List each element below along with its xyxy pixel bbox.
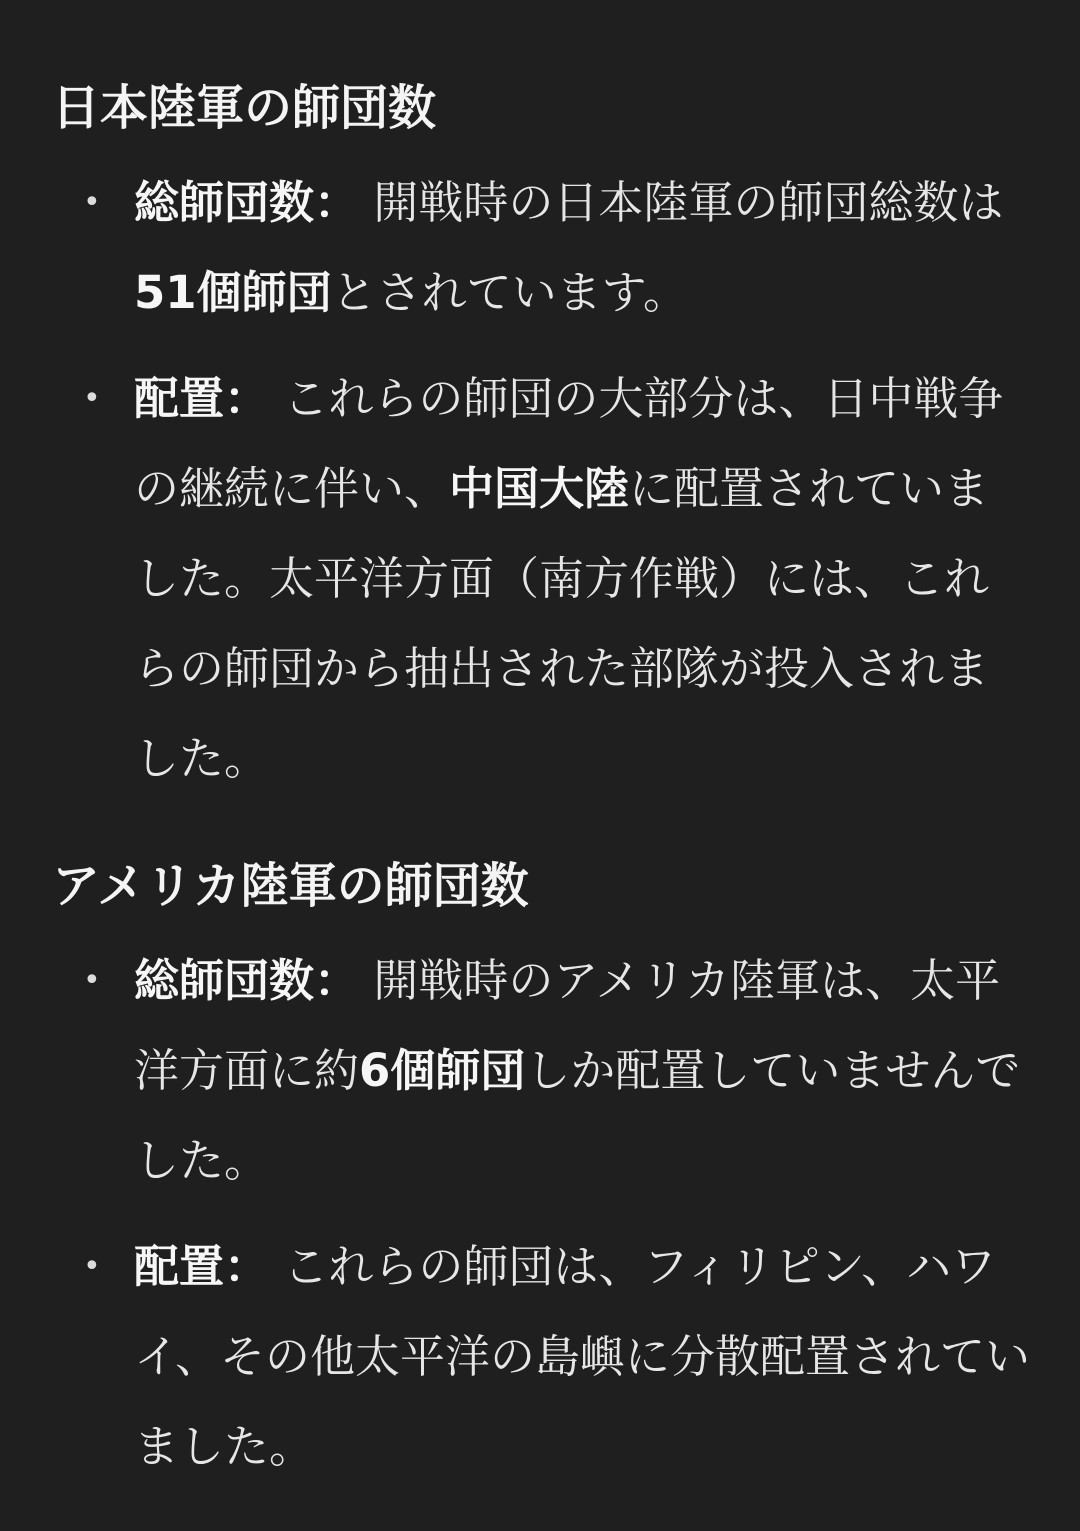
bullet-icon: •	[83, 381, 101, 416]
item-label: 配置：	[134, 372, 270, 425]
item-label: 配置：	[134, 1240, 270, 1293]
item-emphasis: 6個師団	[359, 1044, 526, 1097]
section-heading: 日本陸軍の師団数	[52, 80, 437, 136]
list-item-total-divisions	[52, 936, 1030, 1206]
item-text: これらの師団の大部分は、日中戦争の継続に伴い、	[134, 372, 1004, 515]
item-label: 総師団数：	[134, 176, 360, 229]
item-text: 開戦時のアメリカ陸軍は、太平洋方面に約	[134, 954, 1001, 1097]
item-emphasis: 51個師団	[134, 266, 332, 319]
item-text-tail: しか配置していませんでした。	[134, 1044, 1021, 1187]
list-item-deployment	[52, 1222, 1030, 1492]
japan-army-section	[52, 72, 1030, 804]
item-label: 総師団数：	[134, 954, 360, 1007]
bullet-icon: •	[83, 185, 101, 220]
bullet-icon: •	[83, 1249, 101, 1284]
item-text-tail: に配置されていました。太平洋方面（南方作戦）には、これらの師団から抽出された部隊が投入されました。	[134, 462, 990, 785]
us-army-section	[52, 850, 1030, 1492]
item-text: 開戦時の日本陸軍の師団総数は	[373, 176, 1004, 229]
bullet-list	[52, 936, 1030, 1492]
list-item-total-divisions	[52, 158, 1030, 338]
item-emphasis: 中国大陸	[449, 462, 630, 515]
bullet-icon: •	[83, 963, 101, 998]
bullet-list	[52, 158, 1030, 804]
item-text-tail: とされています。	[331, 266, 689, 319]
section-heading: アメリカ陸軍の師団数	[52, 858, 529, 914]
list-item-deployment	[52, 354, 1030, 804]
item-text: これらの師団は、フィリピン、ハワイ、その他太平洋の島嶼に分散配置されていました。	[134, 1240, 1030, 1473]
